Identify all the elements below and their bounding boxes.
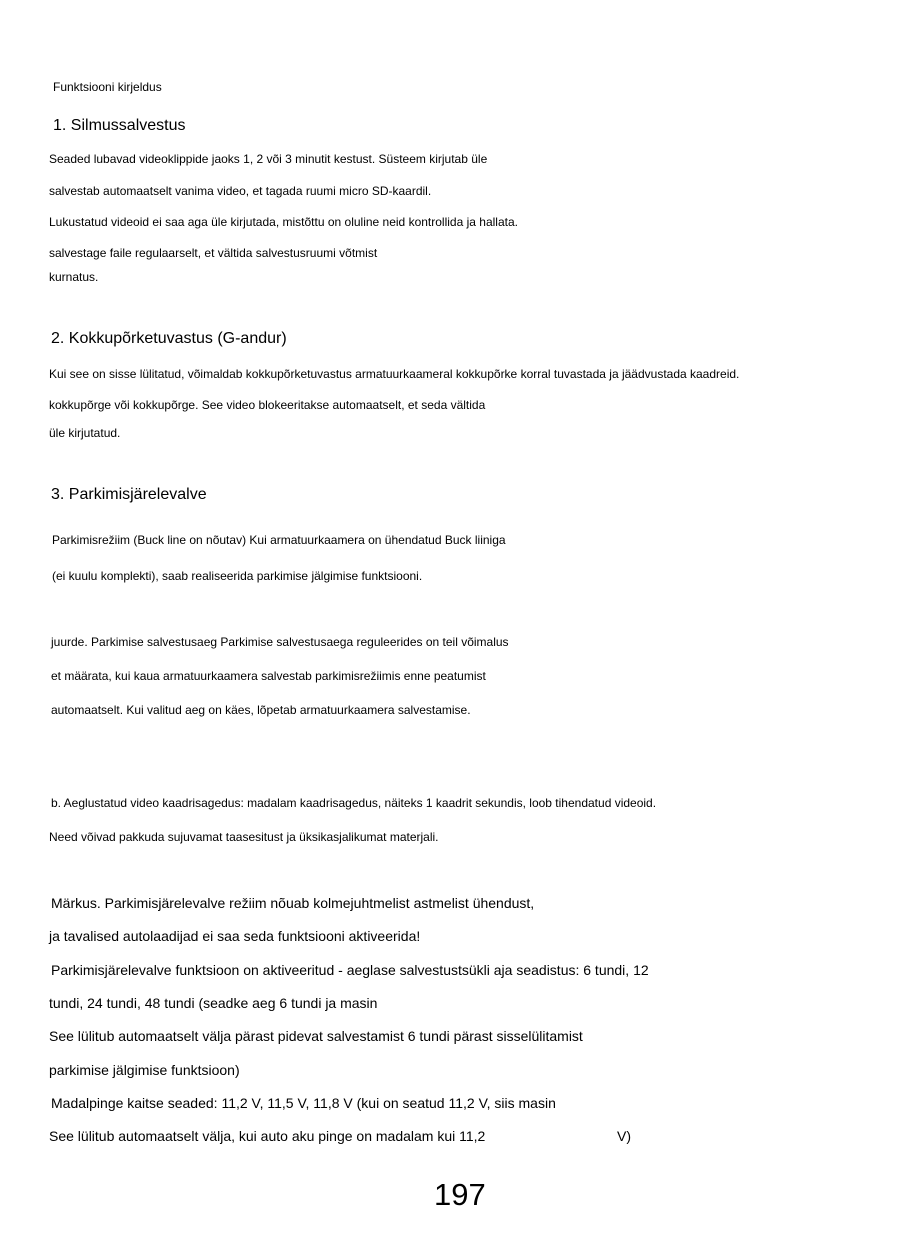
paragraph-line: et määrata, kui kaua armatuurkaamera salvestab parkimisrežiimis enne peatumist — [51, 669, 486, 683]
paragraph-line: automaatselt. Kui valitud aeg on käes, lõpetab armatuurkaamera salvestamise. — [51, 703, 471, 717]
paragraph-line: Lukustatud videoid ei saa aga üle kirjutada, mistõttu on oluline neid kontrollida ja hallata. — [49, 215, 518, 229]
section-heading-collision-detection: 2. Kokkupõrketuvastus (G-andur) — [51, 330, 287, 347]
note-line: See lülitub automaatselt välja, kui auto aku pinge on madalam kui 11,2 — [49, 1128, 486, 1144]
note-line: parkimise jälgimise funktsioon) — [49, 1062, 240, 1078]
note-line: Märkus. Parkimisjärelevalve režiim nõuab kolmejuhtmelist astmelist ühendust, — [51, 895, 535, 911]
paragraph-line: kurnatus. — [49, 270, 99, 284]
note-line: ja tavalised autolaadijad ei saa seda funktsiooni aktiveerida! — [49, 928, 421, 944]
paragraph-line: üle kirjutatud. — [49, 426, 121, 440]
paragraph-line: salvestage faile regulaarselt, et vältida salvestusruumi võtmist — [49, 246, 378, 260]
page-number: 197 — [434, 1177, 486, 1212]
document-title: Funktsiooni kirjeldus — [53, 80, 162, 94]
note-line: tundi, 24 tundi, 48 tundi (seadke aeg 6 tundi ja masin — [49, 995, 378, 1011]
note-line: Madalpinge kaitse seaded: 11,2 V, 11,5 V, 11,8 V (kui on seatud 11,2 V, siis masin — [51, 1095, 556, 1111]
paragraph-line: Kui see on sisse lülitatud, võimaldab kokkupõrketuvastus armatuurkaameral kokkupõrke korral tuvastada ja jäädvustada kaadreid. — [49, 367, 740, 381]
note-trailing-unit: V) — [617, 1128, 631, 1144]
section-heading-parking-monitor: 3. Parkimisjärelevalve — [51, 486, 207, 503]
paragraph-line: kokkupõrge või kokkupõrge. See video blokeeritakse automaatselt, et seda vältida — [49, 398, 486, 412]
paragraph-line: (ei kuulu komplekti), saab realiseerida parkimise jälgimise funktsiooni. — [52, 569, 423, 583]
paragraph-line: juurde. Parkimise salvestusaeg Parkimise salvestusaega reguleerides on teil võimalus — [51, 635, 509, 649]
paragraph-line: b. Aeglustatud video kaadrisagedus: madalam kaadrisagedus, näiteks 1 kaadrit sekundis, loob tihendatud videoid. — [51, 796, 657, 810]
paragraph-line: Parkimisrežiim (Buck line on nõutav) Kui armatuurkaamera on ühendatud Buck liiniga — [52, 533, 506, 547]
paragraph-line: Need võivad pakkuda sujuvamat taasesitust ja üksikasjalikumat materjali. — [49, 830, 439, 844]
note-line: See lülitub automaatselt välja pärast pidevat salvestamist 6 tundi pärast sisselülitamist — [49, 1028, 583, 1044]
section-heading-loop-recording: 1. Silmussalvestus — [53, 117, 186, 134]
note-line: Parkimisjärelevalve funktsioon on aktiveeritud - aeglase salvestustsükli aja seadistus: 6 tundi, 12 — [51, 962, 649, 978]
paragraph-line: salvestab automaatselt vanima video, et tagada ruumi micro SD-kaardil. — [49, 184, 432, 198]
paragraph-line: Seaded lubavad videoklippide jaoks 1, 2 või 3 minutit kestust. Süsteem kirjutab üle — [49, 152, 488, 166]
